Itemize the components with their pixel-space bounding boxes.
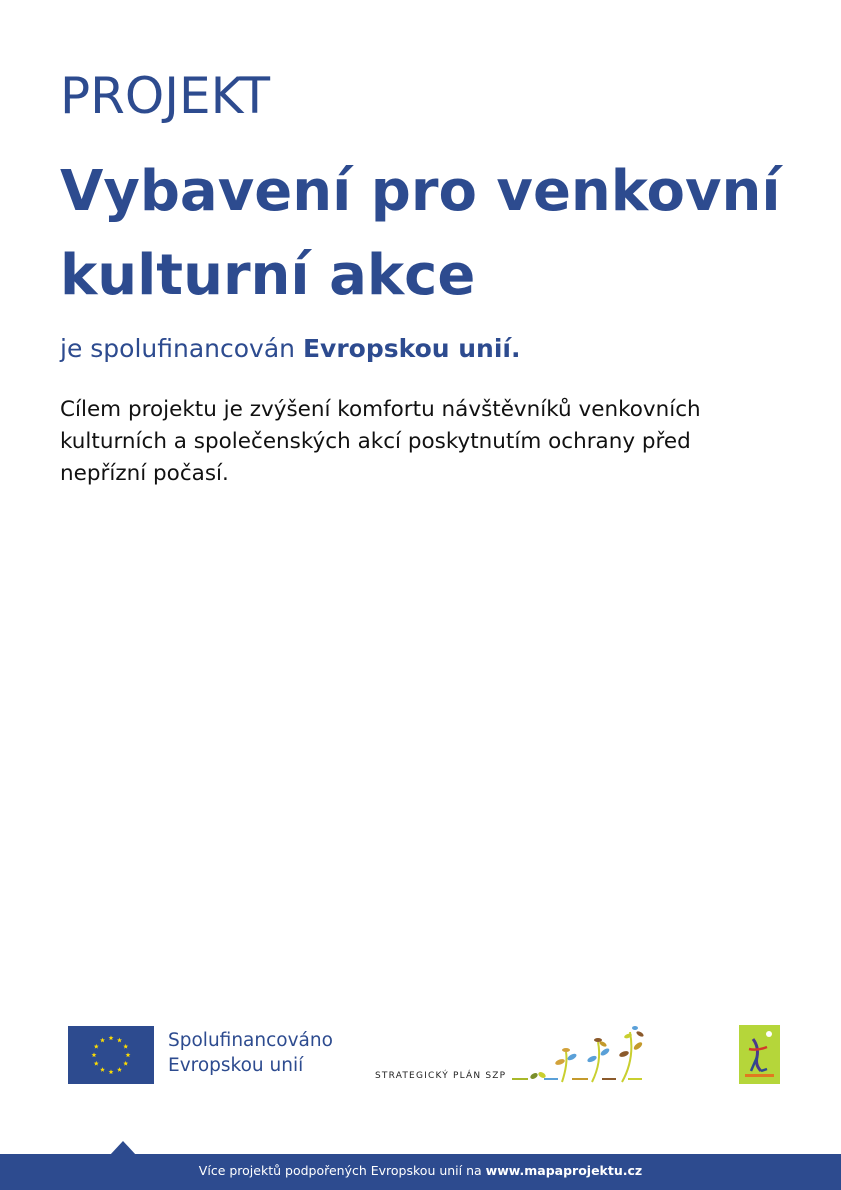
cofinancing-prefix: je spolufinancován [60,334,303,363]
project-description: Cílem projektu je zvýšení komfortu návštěvníků venkovních kulturních a společenských akcí poskytnutím ochrany před nepřízní počasí. [60,397,701,486]
footer-link[interactable]: www.mapaprojektu.cz [485,1163,643,1178]
eu-text-line1: Spolufinancováno [168,1030,333,1051]
leader-logo-icon [739,1025,780,1084]
footer-bar [0,1154,841,1190]
szp-label: STRATEGICKÝ PLÁN SZP [375,1071,507,1081]
eu-text-line2: Evropskou unií [168,1055,304,1076]
eu-cofinanced-text [168,1028,333,1078]
cofinancing-line [60,332,521,366]
project-title: Vybavení pro venkovní kulturní akce [60,159,781,308]
szp-sprouts-icon [510,1024,655,1086]
footer-tab-notch [110,1141,136,1155]
eu-flag-icon [68,1026,154,1084]
project-kicker: PROJEKT [60,67,271,125]
footer-text: Více projektů podpořených Evropskou unií na [198,1163,486,1178]
cofinancing-emphasis: Evropskou unií. [302,334,521,363]
